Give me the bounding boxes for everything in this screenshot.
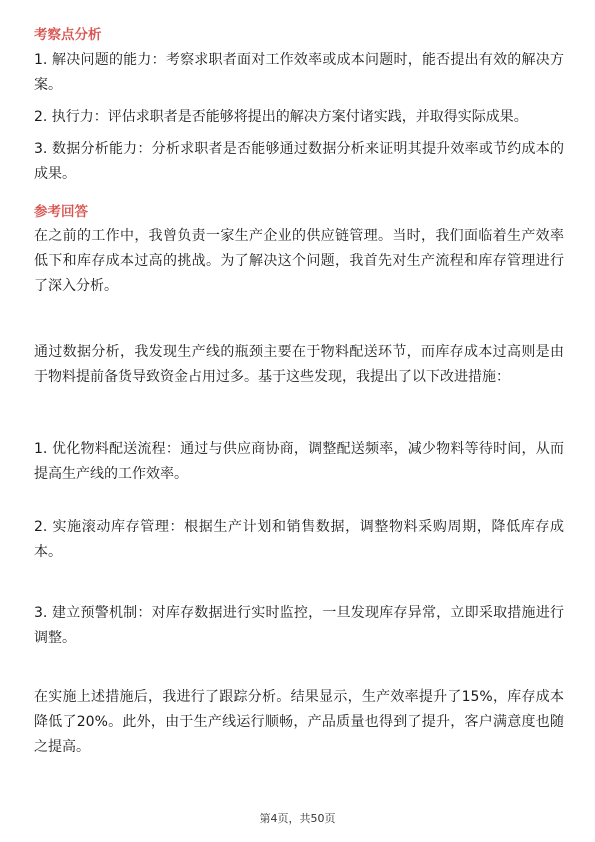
answer-paragraph-1: 在之前的工作中，我曾负责一家生产企业的供应链管理。当时，我们面临着生产效率低下和库存成本过高的挑战。为了解决这个问题，我首先对生产流程和库存管理进行了深入分析。 xyxy=(34,228,564,294)
answer-measure-1: 1. 优化物料配送流程：通过与供应商协商，调整配送频率，减少物料等待时间，从而提高生产线的工作效率。 xyxy=(34,441,564,482)
analysis-item-1: 1. 解决问题的能力：考察求职者面对工作效率或成本问题时，能否提出有效的解决方案。 xyxy=(34,52,564,93)
answer-measure-3: 3. 建立预警机制：对库存数据进行实时监控，一旦发现库存异常，立即采取措施进行调整。 xyxy=(34,605,564,646)
page-number-footer: 第4页，共50页 xyxy=(259,812,336,825)
answer-measure-2: 2. 实施滚动库存管理：根据生产计划和销售数据，调整物料采购周期，降低库存成本。 xyxy=(34,519,564,560)
analysis-item-2: 2. 执行力：评估求职者是否能够将提出的解决方案付诸实践，并取得实际成果。 xyxy=(34,109,528,125)
analysis-item-3: 3. 数据分析能力：分析求职者是否能够通过数据分析来证明其提升效率或节约成本的成果。 xyxy=(34,141,564,182)
section-title-analysis: 考察点分析 xyxy=(34,27,102,43)
section-title-reference-answer: 参考回答 xyxy=(34,204,88,220)
answer-paragraph-2: 通过数据分析，我发现生产线的瓶颈主要在于物料配送环节，而库存成本过高则是由于物料提前备货导致资金占用过多。基于这些发现，我提出了以下改进措施： xyxy=(34,344,564,385)
answer-paragraph-result: 在实施上述措施后，我进行了跟踪分析。结果显示，生产效率提升了15%，库存成本降低了20%。此外，由于生产线运行顺畅，产品质量也得到了提升，客户满意度也随之提高。 xyxy=(34,689,564,755)
